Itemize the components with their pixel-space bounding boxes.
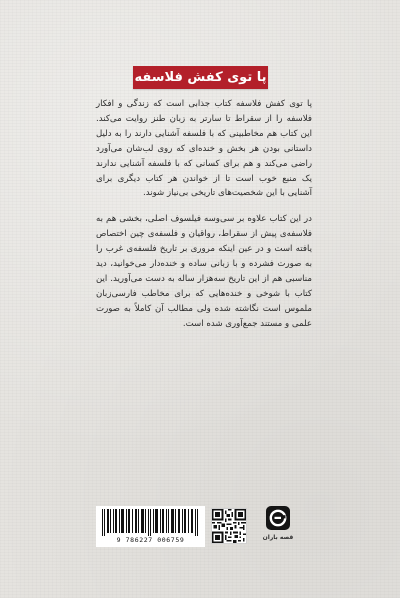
barcode	[96, 506, 205, 547]
publisher-name: قصه باران	[262, 534, 294, 541]
publisher-mark	[258, 506, 298, 550]
barcode-icon	[102, 509, 199, 536]
publisher-logo-icon	[266, 506, 290, 530]
qr-code-icon	[211, 508, 247, 544]
description-paragraph-2: در این کتاب علاوه بر سی‌وسه فیلسوف اصلی، بخشی هم به فلاسفه‌ی پیش از سقراط، رواقیان و فلسفه‌ی چین اختصاص یافته است و در عین اینکه مروری بر تاریخ فلسفه‌ی غرب را به صورت فشرده و با زبانی ساده و خنده‌دار می‌خوانید، دید مناسبی هم از این تاریخ سه‌هزار ساله به دست می‌آورید. این کتاب با شوخی و خنده‌هایی که برای مخاطب فارسی‌زبان ملموس است نگاشته شده ولی مطالب آن کاملاً به صورت علمی و مستند جمع‌آوری شده است.	[96, 214, 312, 329]
isbn-number: 9 786227 006759	[116, 536, 185, 544]
book-description	[96, 97, 312, 343]
description-paragraph-1: پا توی کفش فلاسفه کتاب جذابی است که زندگی و افکار فلاسفه را از سقراط تا سارتر به زبان طنز روایت می‌کند. این کتاب هم مخاطبینی که با فلسفه آشنایی دارند را به دلیل داستانی بودن هر بخش و خنده‌ای که روی لب‌شان می‌آورد راضی می‌کند و هم برای کسانی که با فلسفه آشنایی ندارند یک منبع خوب است تا از خواندن هر کتاب دیگری برای آشنایی با این شخصیت‌های تاریخی بی‌نیاز شوند.	[96, 99, 312, 199]
book-title: پا توی کفش فلاسفه	[133, 66, 268, 89]
